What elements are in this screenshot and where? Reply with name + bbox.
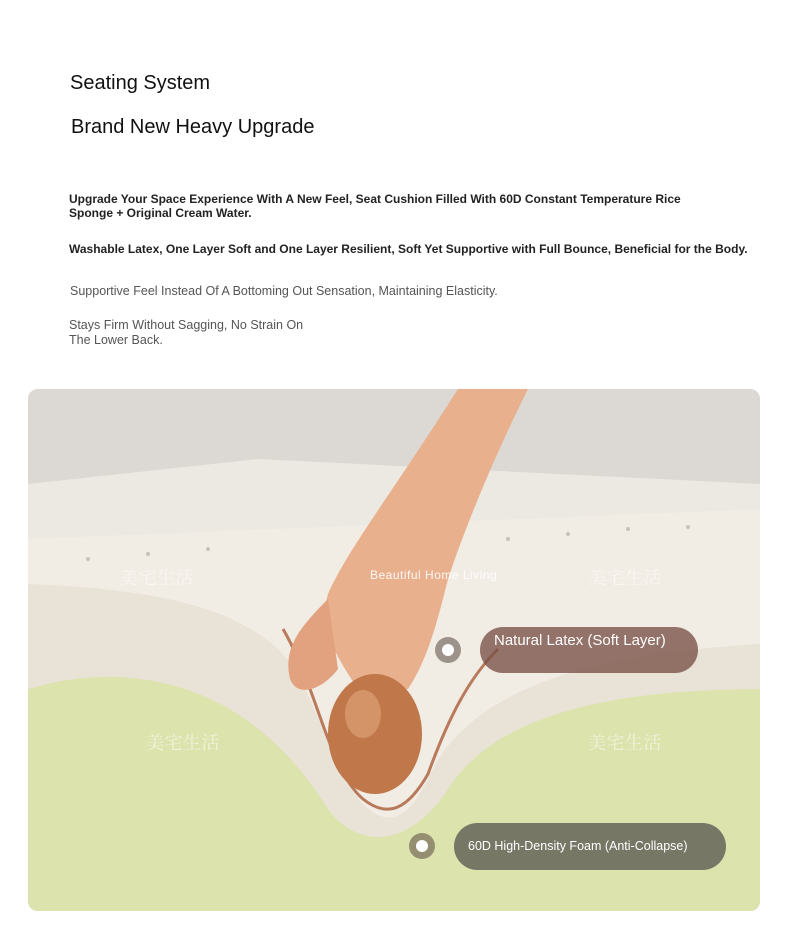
watermark-cn: 美宅生活: [588, 568, 662, 588]
watermark-cn: 美宅生活: [588, 733, 662, 753]
watermark-cn: 美宅生活: [146, 733, 220, 753]
latex-layer-label: Natural Latex (Soft Layer): [480, 627, 698, 673]
feature-paragraph-firmness: Stays Firm Without Sagging, No Strain On The Lower Back.: [69, 318, 304, 347]
latex-marker-icon: [435, 637, 461, 663]
cushion-layers-photo: [28, 389, 760, 911]
watermark-text: Beautiful Home Living: [370, 568, 498, 582]
feature-paragraph-support: Supportive Feel Instead Of A Bottoming Out Sensation, Maintaining Elasticity.: [70, 284, 498, 298]
headline: Seating System: [70, 72, 211, 94]
watermark-cn: 美宅生活: [120, 568, 194, 588]
foam-layer-label: 60D High-Density Foam (Anti-Collapse): [454, 823, 726, 870]
subheadline: Brand New Heavy Upgrade: [71, 116, 315, 138]
feature-paragraph-latex: Washable Latex, One Layer Soft and One Layer Resilient, Soft Yet Supportive with Full Bounce, Beneficial for the Body.: [69, 242, 748, 256]
foam-marker-icon: [409, 833, 435, 859]
feature-paragraph-cushion: Upgrade Your Space Experience With A New Feel, Seat Cushion Filled With 60D Constant Temperature Rice Sponge + Original Cream Water.: [69, 192, 681, 220]
